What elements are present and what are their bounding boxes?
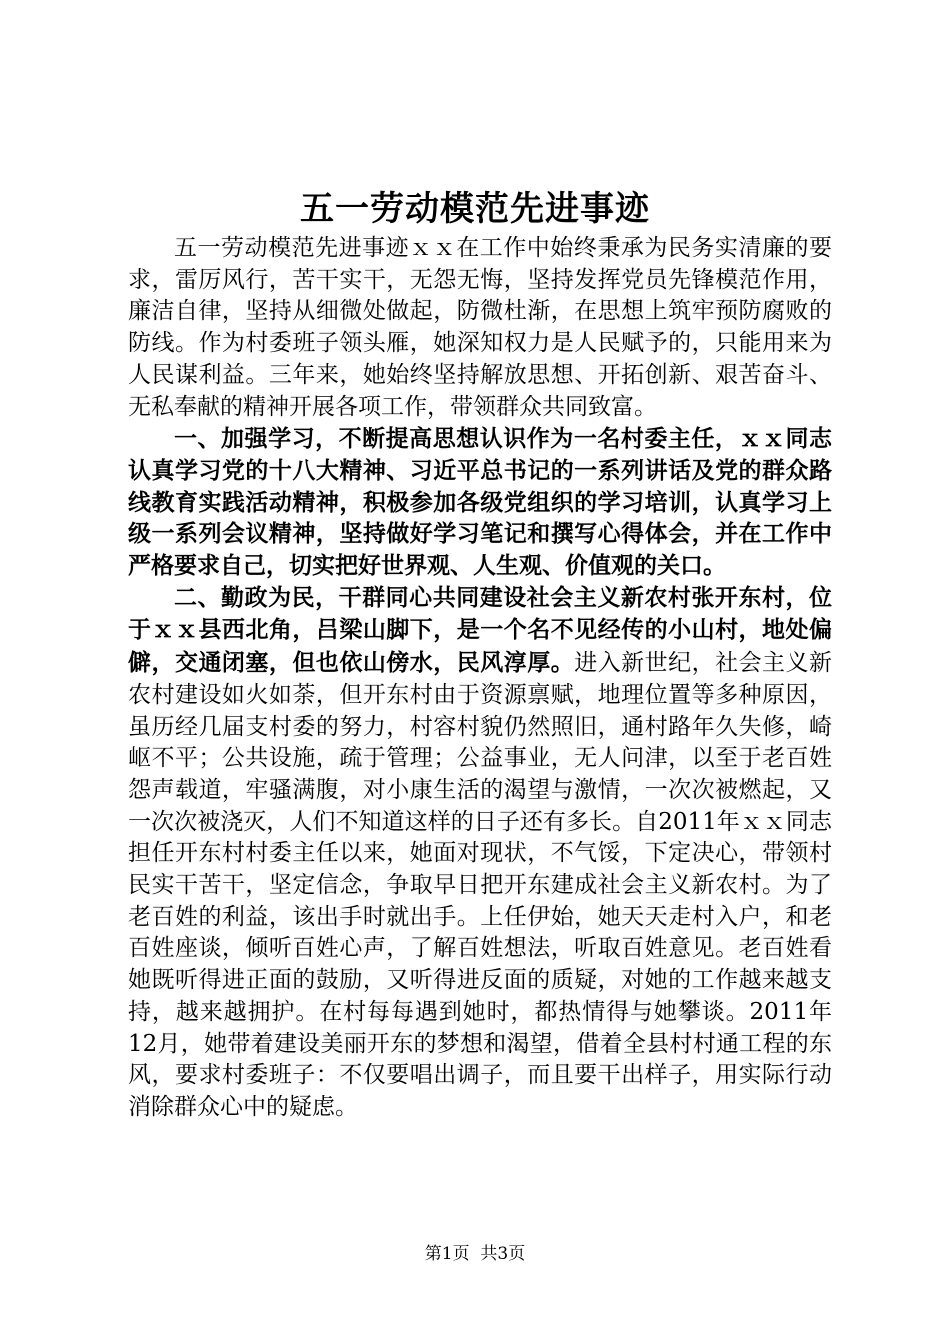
document-title: 五一劳动模范先进事迹 — [300, 189, 650, 229]
page-number-footer: 第1页 共3页 — [424, 1244, 526, 1264]
paragraph-section-one: 一、加强学习，不断提高思想认识作为一名村委主任，ｘｘ同志认真学习党的十八大精神、习近平总书记的一系列讲话及党的群众路线教育实践活动精神，积极参加各级党组织的学习培训，认真学习上级一系列会议精神，坚持做好学习笔记和撰写心得体会，并在工作中严格要求自己，切实把好世界观、人生观、价值观的关口。 — [128, 425, 832, 580]
section-two-heading-run: 二、勤政为民，干群同心共同建设社会主义新农村张开东村，位于ｘｘ县西北角，吕梁山脚下，是一个名不见经传的小山村，地处偏僻，交通闭塞，但也依山傍水，民风淳厚。 — [128, 583, 832, 677]
paragraph-section-two — [128, 582, 832, 1124]
paragraph-intro: 五一劳动模范先进事迹ｘｘ在工作中始终秉承为民务实清廉的要求，雷厉风行，苦干实干，无怨无悔，坚持发挥党员先锋模范作用，廉洁自律，坚持从细微处做起，防微杜渐，在思想上筑牢预防腐败的防线。作为村委班子领头雁，她深知权力是人民赋予的，只能用来为人民谋利益。三年来，她始终坚持解放思想、开拓创新、艰苦奋斗、无私奉献的精神开展各项工作，带领群众共同致富。 — [128, 235, 832, 420]
document-body — [128, 233, 832, 1124]
section-two-body-run: 进入新世纪，社会主义新农村建设如火如荼，但开东村由于资源禀赋，地理位置等多种原因，虽历经几届支村委的努力，村容村貌仍然照旧，通村路年久失修，崎岖不平；公共设施，疏于管理；公益事业，无人问津，以至于老百姓怨声载道，牢骚满腹，对小康生活的渴望与激情，一次次被燃起，又一次次被浇灭，人们不知道这样的日子还有多长。自2011年ｘｘ同志担任开东村村委主任以来，她面对现状，不气馁，下定决心，带领村民实干苦干，坚定信念，争取早日把开东建成社会主义新农村。为了老百姓的利益，该出手时就出手。上任伊始，她天天走村入户，和老百姓座谈，倾听百姓心声，了解百姓想法，听取百姓意见。老百姓看她既听得进正面的鼓励，又听得进反面的质疑，对她的工作越来越支持，越来越拥护。在村每每遇到她时，都热情得与她攀谈。2011年12月，她带着建设美丽开东的梦想和渴望，借着全县村村通工程的东风，要求村委班子：不仅要唱出调子，而且要干出样子，用实际行动消除群众心中的疑虑。 — [128, 650, 833, 1120]
